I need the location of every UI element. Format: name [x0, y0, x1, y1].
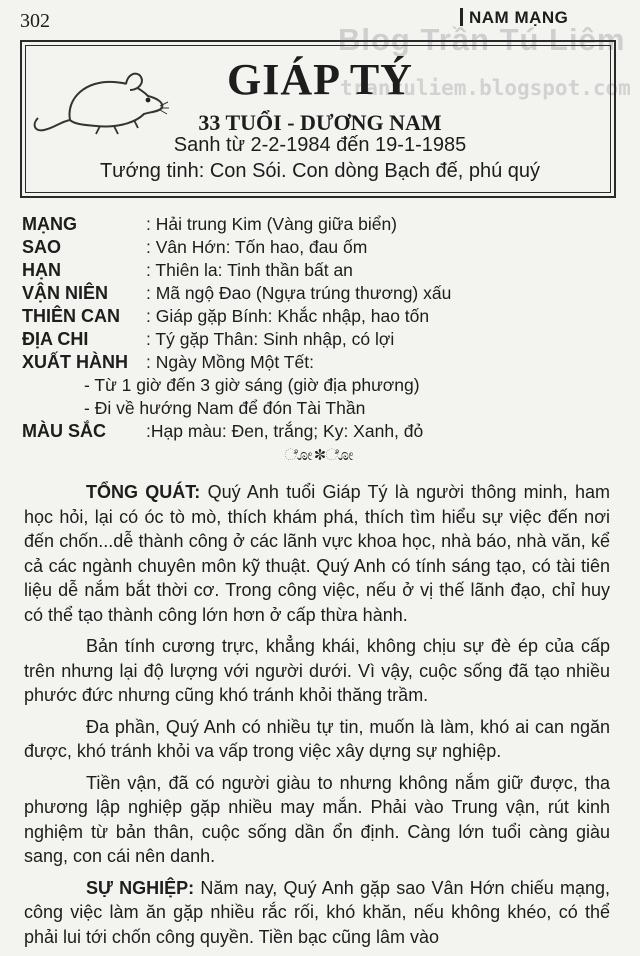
career-paragraph — [24, 876, 610, 950]
info-value: : Tý gặp Thân: Sinh nhập, có lợi — [146, 329, 395, 349]
overview-label: TỔNG QUÁT: — [86, 482, 201, 502]
running-head-text: NAM MẠNG — [469, 8, 569, 27]
info-label: HẠN — [22, 260, 61, 280]
info-label: VẬN NIÊN — [22, 283, 109, 303]
info-value: : Ngày Mồng Một Tết: — [146, 352, 314, 372]
info-row-xuat-hanh — [22, 351, 622, 374]
watermark-url: trantuliem.blogspot.com — [340, 76, 631, 100]
info-value: :Hạp màu: Đen, trắng; Ky: Xanh, đỏ — [146, 421, 424, 441]
info-value: : Mã ngộ Đao (Ngựa trúng thương) xấu — [146, 283, 452, 303]
info-value: : Vân Hớn: Tốn hao, đau ốm — [146, 237, 368, 257]
body-text — [24, 480, 610, 956]
info-label: MẠNG — [22, 214, 77, 234]
info-row-han — [22, 259, 622, 282]
watermark-blog-name: Blog Trần Tú Liêm — [338, 22, 626, 57]
info-row-mang — [22, 213, 622, 236]
info-row-sao — [22, 236, 622, 259]
guardian-star: Tướng tinh: Con Sói. Con dòng Bạch đế, phú quý — [99, 160, 541, 182]
info-row-van-nien — [22, 282, 622, 305]
page-number: 302 — [20, 10, 50, 32]
info-row-dia-chi — [22, 328, 622, 351]
age-subtitle: 33 TUỔI - DƯƠNG NAM — [198, 110, 442, 135]
paragraph-4: Tiền vận, đã có người giàu to nhưng không nắm giữ được, tha phương lập nghiệp gặp nhiều may mắn. Phải vào Trung vận, rút kinh nghiệm từ bản thân, cuộc sống dần ổn định. Càng lớn tuổi càng giàu sang, con cái nên danh. — [24, 772, 610, 866]
info-label: SAO — [22, 237, 62, 257]
career-text: Năm nay, Quý Anh gặp sao Vân Hớn chiếu mạng, công việc làm ăn gặp nhiều rắc rối, khó khăn, nếu không khéo, có thể phải lui tới chốn công quyền. Tiền bạc cũng lâm vào — [24, 877, 611, 947]
overview-text: Quý Anh tuổi Giáp Tý là người thông minh, ham học hỏi, lại có óc tò mò, thích khám phá, thích tìm hiểu sự việc đến nơi đến chốn...dễ thành công ở các lãnh vực khoa học, nhà báo, nhà văn, kể cả các ngành chuyên môn kỹ thuật. Quý Anh có tính sáng tạo, có tài tiên liệu dễ nắm bắt thời cơ. Trong công việc, nếu ở vị thế lãnh đạo, chỉ huy có thể tạo thành công lớn hơn ở cấp thừa hành. — [24, 482, 610, 625]
career-label: SỰ NGHIỆP: — [86, 877, 195, 898]
info-value: : Thiên la: Tinh thần bất an — [146, 260, 353, 280]
birth-range: Sanh từ 2-2-1984 đến 19-1-1985 — [173, 134, 467, 156]
info-row-thien-can — [22, 305, 622, 328]
overview-paragraph — [24, 480, 610, 627]
info-value: : Giáp gặp Bính: Khắc nhập, hao tốn — [146, 306, 430, 326]
info-table — [22, 213, 622, 443]
paragraph-3: Đa phần, Quý Anh có nhiều tự tin, muốn là làm, khó ai can ngăn được, khó tránh khỏi va vấp trong việc xây dựng sự nghiệp. — [24, 716, 610, 761]
info-label: XUẤT HÀNH — [22, 352, 128, 372]
info-value: : Hải trung Kim (Vàng giữa biển) — [146, 214, 397, 234]
info-label: MÀU SẮC — [22, 421, 106, 441]
info-row-mau-sac — [22, 420, 622, 443]
paragraph-2: Bản tính cương trực, khẳng khái, không chịu sự đè ép của cấp trên nhưng lại độ lượng với người dưới. Vì vậy, cuộc sống đã tạo nhiều phước đức nhưng cũng khó tránh khỏi thăng trầm. — [24, 636, 610, 705]
ornament-divider: ೋ✽ೋ — [284, 447, 356, 464]
page-title: GIÁP TÝ — [227, 55, 413, 104]
info-label: THIÊN CAN — [22, 306, 120, 326]
travel-note: - Từ 1 giờ đến 3 giờ sáng (giờ địa phương) — [84, 375, 420, 395]
travel-note: - Đi về hướng Nam để đón Tài Thần — [84, 398, 366, 418]
info-label: ĐỊA CHI — [22, 329, 89, 349]
